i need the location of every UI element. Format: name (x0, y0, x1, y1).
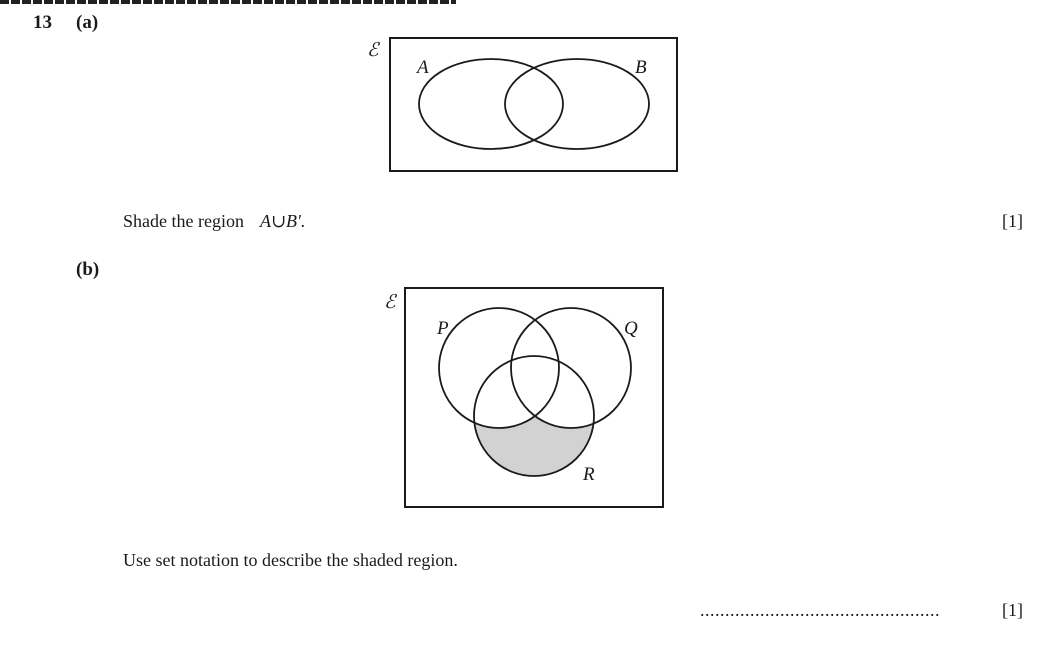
part-b-marks: [1] (1002, 600, 1023, 620)
answer-line[interactable]: ................................................ (700, 600, 940, 620)
set-q-label: Q (624, 318, 638, 339)
instruction-text: Shade the region (123, 211, 244, 231)
part-b-instruction: Use set notation to describe the shaded region. (123, 550, 458, 570)
set-r-label: R (583, 464, 595, 485)
universal-set-symbol: ℰ (367, 40, 379, 61)
set-b-label: B (635, 57, 647, 78)
venn-diagram-b (380, 280, 680, 520)
header-strip (0, 0, 456, 4)
question-number: 13 (33, 12, 52, 33)
part-b-label: (b) (76, 259, 100, 280)
universal-set-symbol: ℰ (384, 292, 396, 313)
set-a-label: A (417, 57, 429, 78)
venn-diagram-a (360, 30, 690, 180)
universal-set-box (390, 38, 677, 171)
part-a-label: (a) (76, 12, 99, 33)
part-a-instruction (123, 211, 305, 232)
set-b-circle (505, 59, 649, 149)
set-expression: A∪B′. (259, 211, 306, 231)
part-a-marks: [1] (1002, 211, 1023, 231)
set-p-label: P (437, 318, 449, 339)
set-a-circle (419, 59, 563, 149)
